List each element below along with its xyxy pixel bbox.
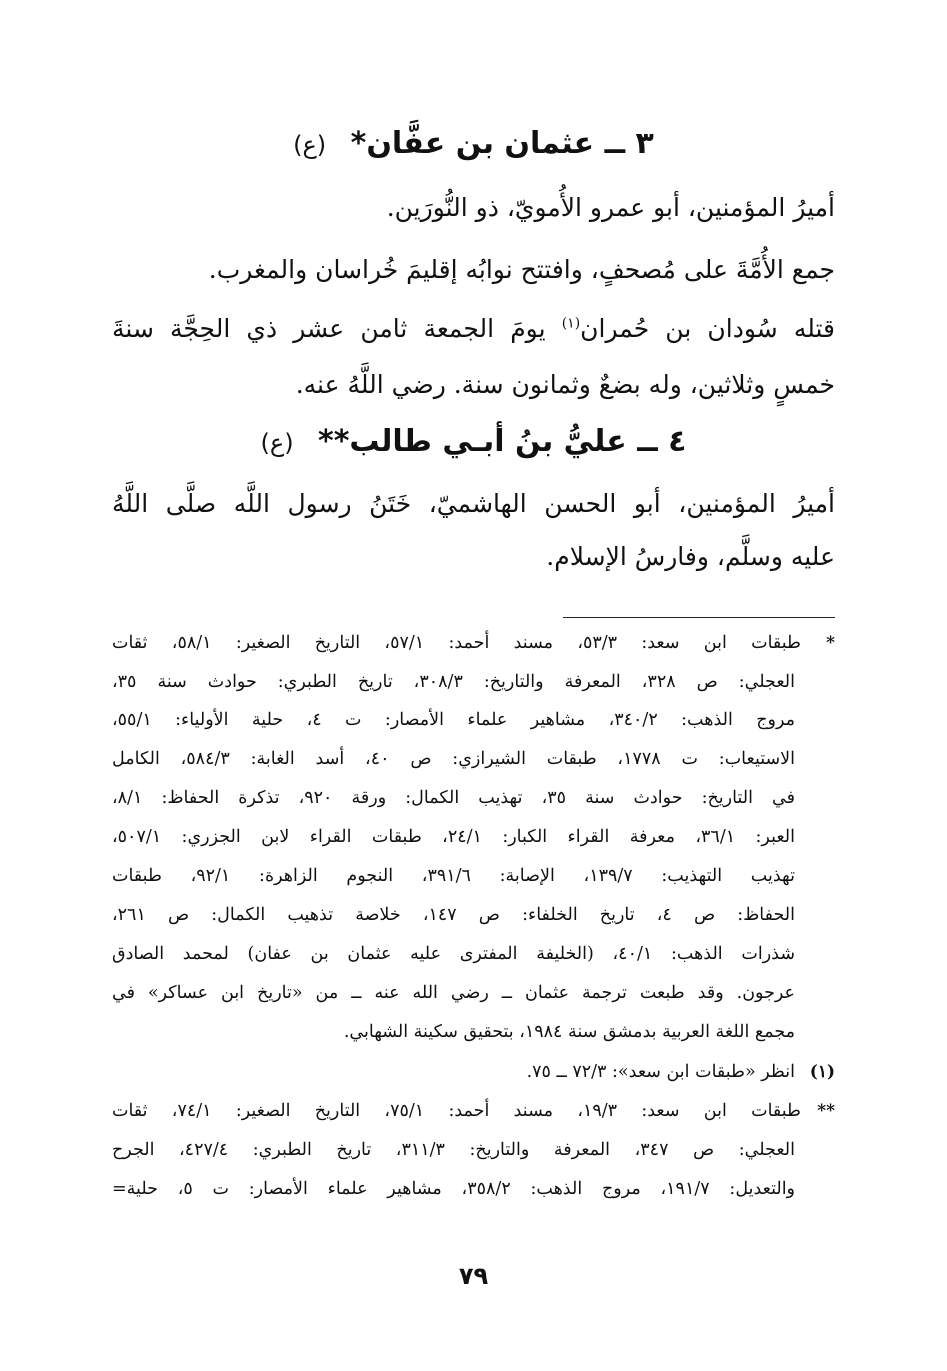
footnote-star-line: العجلي: ص ٣٢٨، المعرفة والتاريخ: ٣٠٨/٣، تاريخ الطبري: حوادث سنة ٣٥، — [112, 672, 795, 692]
entry-4-title: ٤ ــ عليُّ بنُ أبـي طالب** — [318, 424, 687, 459]
entry-4-code: (ع) — [260, 429, 294, 457]
entry-3-line-3-end: يومَ الجمعة ثامن عشر ذي الحِجَّة سنةَ — [112, 314, 546, 343]
entry-4-heading — [0, 424, 947, 459]
footnote-1-mark: (١) — [809, 1062, 835, 1082]
entry-4-line-2: عليه وسلَّم، وفارسُ الإسلام. — [546, 542, 835, 571]
entry-3-line-2: جمع الأُمَّةَ على مُصحفٍ، وافتتح نوابُه إقليمَ خُراسان والمغرب. — [208, 255, 835, 284]
entry-3-title: ٣ ــ عثمان بن عفَّان* — [350, 126, 654, 161]
footnote-star-line: الاستيعاب: ت ١٧٧٨، طبقات الشيرازي: ص ٤٠، أسد الغابة: ٥٨٤/٣، الكامل — [112, 749, 796, 769]
page-number: ٧٩ — [458, 1262, 489, 1290]
footnote-double-star-line: طبقات ابن سعد: ١٩/٣، مسند أحمد: ٧٥/١، التاريخ الصغير: ٧٤/١، ثقات — [112, 1101, 801, 1121]
footnote-star-line: مروج الذهب: ٣٤٠/٢، مشاهير علماء الأمصار: ت ٤، حلية الأولياء: ٥٥/١، — [112, 710, 795, 730]
entry-3-line-1: أميرُ المؤمنين، أبو عمرو الأُمويّ، ذو النُّورَين. — [386, 193, 835, 222]
footnote-double-star-line: العجلي: ص ٣٤٧، المعرفة والتاريخ: ٣١١/٣، تاريخ الطبري: ٤٢٧/٤، الجرح — [112, 1140, 795, 1160]
footnote-star-line: في التاريخ: حوادث سنة ٣٥، تهذيب الكمال: ورقة ٩٢٠، تذكرة الحفاظ: ٨/١، — [112, 788, 795, 808]
entry-3-line-3-start: قتله سُودان بن حُمران — [580, 314, 835, 343]
footnote-star-line: طبقات ابن سعد: ٥٣/٣، مسند أحمد: ٥٧/١، التاريخ الصغير: ٥٨/١، ثقات — [112, 633, 801, 653]
footnote-star-mark: * — [826, 633, 835, 653]
footnote-separator — [563, 617, 835, 618]
entry-3-line-4: خمسٍ وثلاثين، وله بضعٌ وثمانون سنة. رضي اللَّهُ عنه. — [295, 370, 835, 399]
footnote-star-line: تهذيب التهذيب: ١٣٩/٧، الإصابة: ٣٩١/٦، النجوم الزاهرة: ٩٢/١، طبقات — [112, 866, 795, 886]
entry-3-code: (ع) — [293, 131, 327, 159]
entry-3-line-3 — [112, 314, 835, 343]
entry-4-line-1: أميرُ المؤمنين، أبو الحسن الهاشميّ، خَتَنُ رسول اللَّه صلَّى اللَّهُ — [112, 489, 835, 518]
footnote-ref-1: (١) — [561, 315, 581, 332]
footnote-star-line: العبر: ٣٦/١، معرفة القراء الكبار: ٢٤/١، طبقات القراء لابن الجزري: ٥٠٧/١، — [112, 827, 795, 847]
footnote-star-line: عرجون. وقد طبعت ترجمة عثمان ــ رضي الله عنه ــ من «تاريخ ابن عساكر» في — [112, 983, 795, 1003]
footnote-1-text: انظر «طبقات ابن سعد»: ٧٢/٣ ــ ٧٥. — [526, 1062, 795, 1082]
footnote-double-star-mark: ** — [817, 1101, 835, 1121]
footnote-star-line: الحفاظ: ص ٤، تاريخ الخلفاء: ص ١٤٧، خلاصة تذهيب الكمال: ص ٢٦١، — [112, 905, 795, 925]
footnote-star-line: مجمع اللغة العربية بدمشق سنة ١٩٨٤، بتحقيق سكينة الشهابي. — [343, 1022, 795, 1042]
footnote-double-star-line: والتعديل: ١٩١/٧، مروج الذهب: ٣٥٨/٢، مشاهير علماء الأمصار: ت ٥، حلية= — [112, 1179, 796, 1199]
footnote-star-line: شذرات الذهب: ٤٠/١، (الخليفة المفترى عليه عثمان بن عفان) لمحمد الصادق — [112, 944, 795, 964]
entry-3-heading — [0, 126, 947, 161]
